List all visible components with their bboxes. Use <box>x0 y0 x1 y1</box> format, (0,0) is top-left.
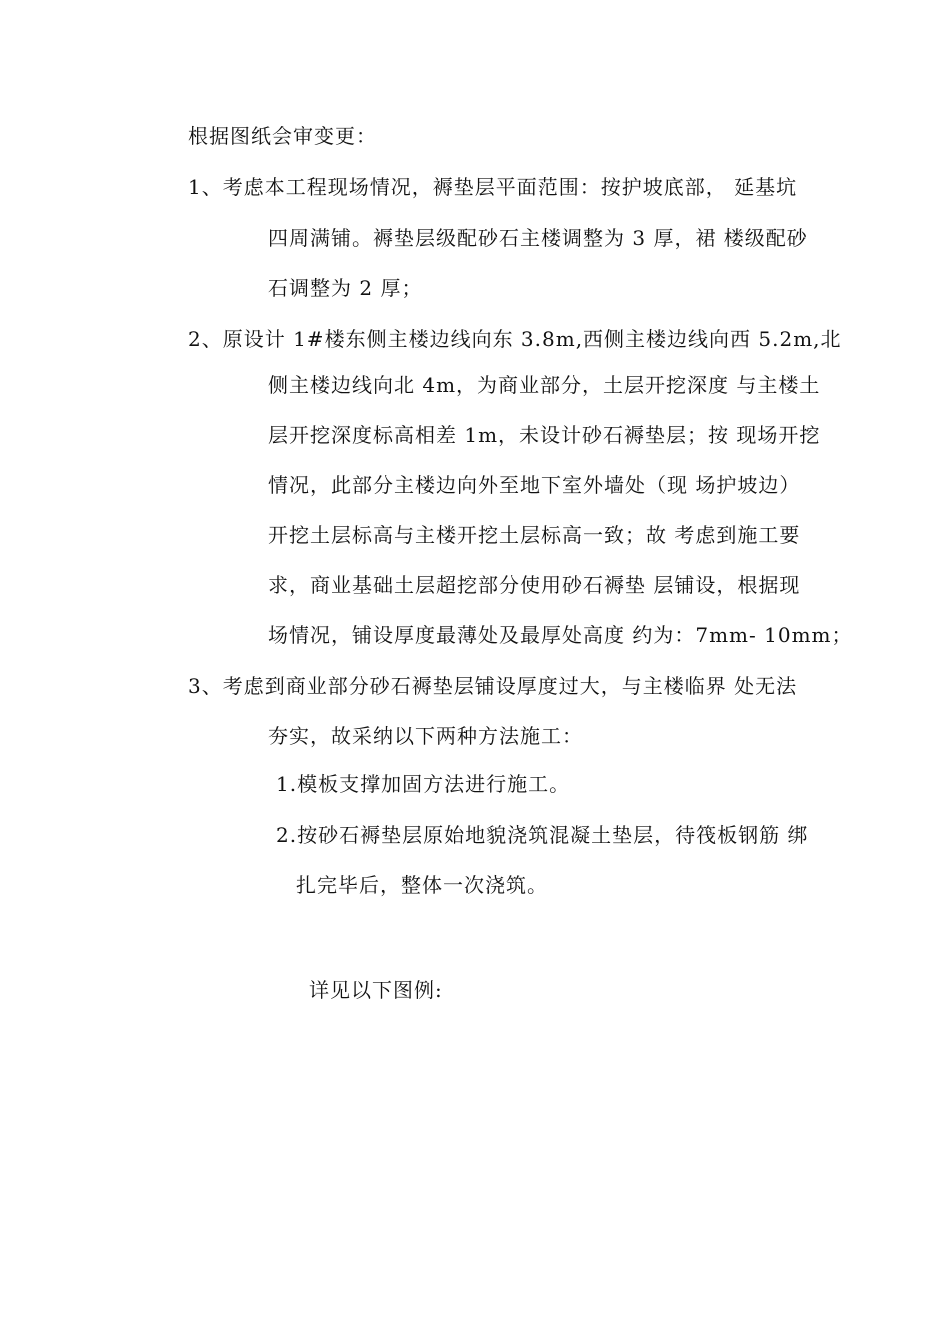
item-1-line-1: 1、考虑本工程现场情况，褥垫层平面范围：按护坡底部， 延基坑 <box>188 175 798 199</box>
method-2-line-2: 扎完毕后，整体一次浇筑。 <box>296 873 548 897</box>
item-2-line-2: 侧主楼边线向北 4m，为商业部分，土层开挖深度 与主楼土 <box>268 373 821 397</box>
item-3-line-2: 夯实，故采纳以下两种方法施工： <box>268 724 583 748</box>
item-2-line-7: 场情况，铺设厚度最薄处及最厚处高度 约为：7mm- 10mm； <box>268 623 853 647</box>
item-3-line-1: 3、考虑到商业部分砂石褥垫层铺设厚度过大，与主楼临界 处无法 <box>188 674 798 698</box>
item-1-line-3: 石调整为 2 厚； <box>268 276 423 300</box>
document-footer: 详见以下图例: <box>309 978 443 1002</box>
item-2-line-4: 情况，此部分主楼边向外至地下室外墙处（现 场护坡边） <box>268 473 801 497</box>
item-2-line-3: 层开挖深度标高相差 1m，未设计砂石褥垫层；按 现场开挖 <box>268 423 821 447</box>
method-2-line-1: 2.按砂石褥垫层原始地貌浇筑混凝土垫层，待筏板钢筋 绑 <box>276 823 809 847</box>
item-2-line-6: 求，商业基础土层超挖部分使用砂石褥垫 层铺设，根据现 <box>268 573 801 597</box>
item-1-line-2: 四周满铺。褥垫层级配砂石主楼调整为 3 厚，裙 楼级配砂 <box>268 226 808 250</box>
document-heading: 根据图纸会审变更： <box>188 124 377 148</box>
item-2-line-1: 2、原设计 1#楼东侧主楼边线向东 3.8m,西侧主楼边线向西 5.2m,北 <box>188 327 842 351</box>
method-1-line-1: 1.模板支撑加固方法进行施工。 <box>276 772 571 796</box>
item-2-line-5: 开挖土层标高与主楼开挖土层标高一致；故 考虑到施工要 <box>268 523 801 547</box>
